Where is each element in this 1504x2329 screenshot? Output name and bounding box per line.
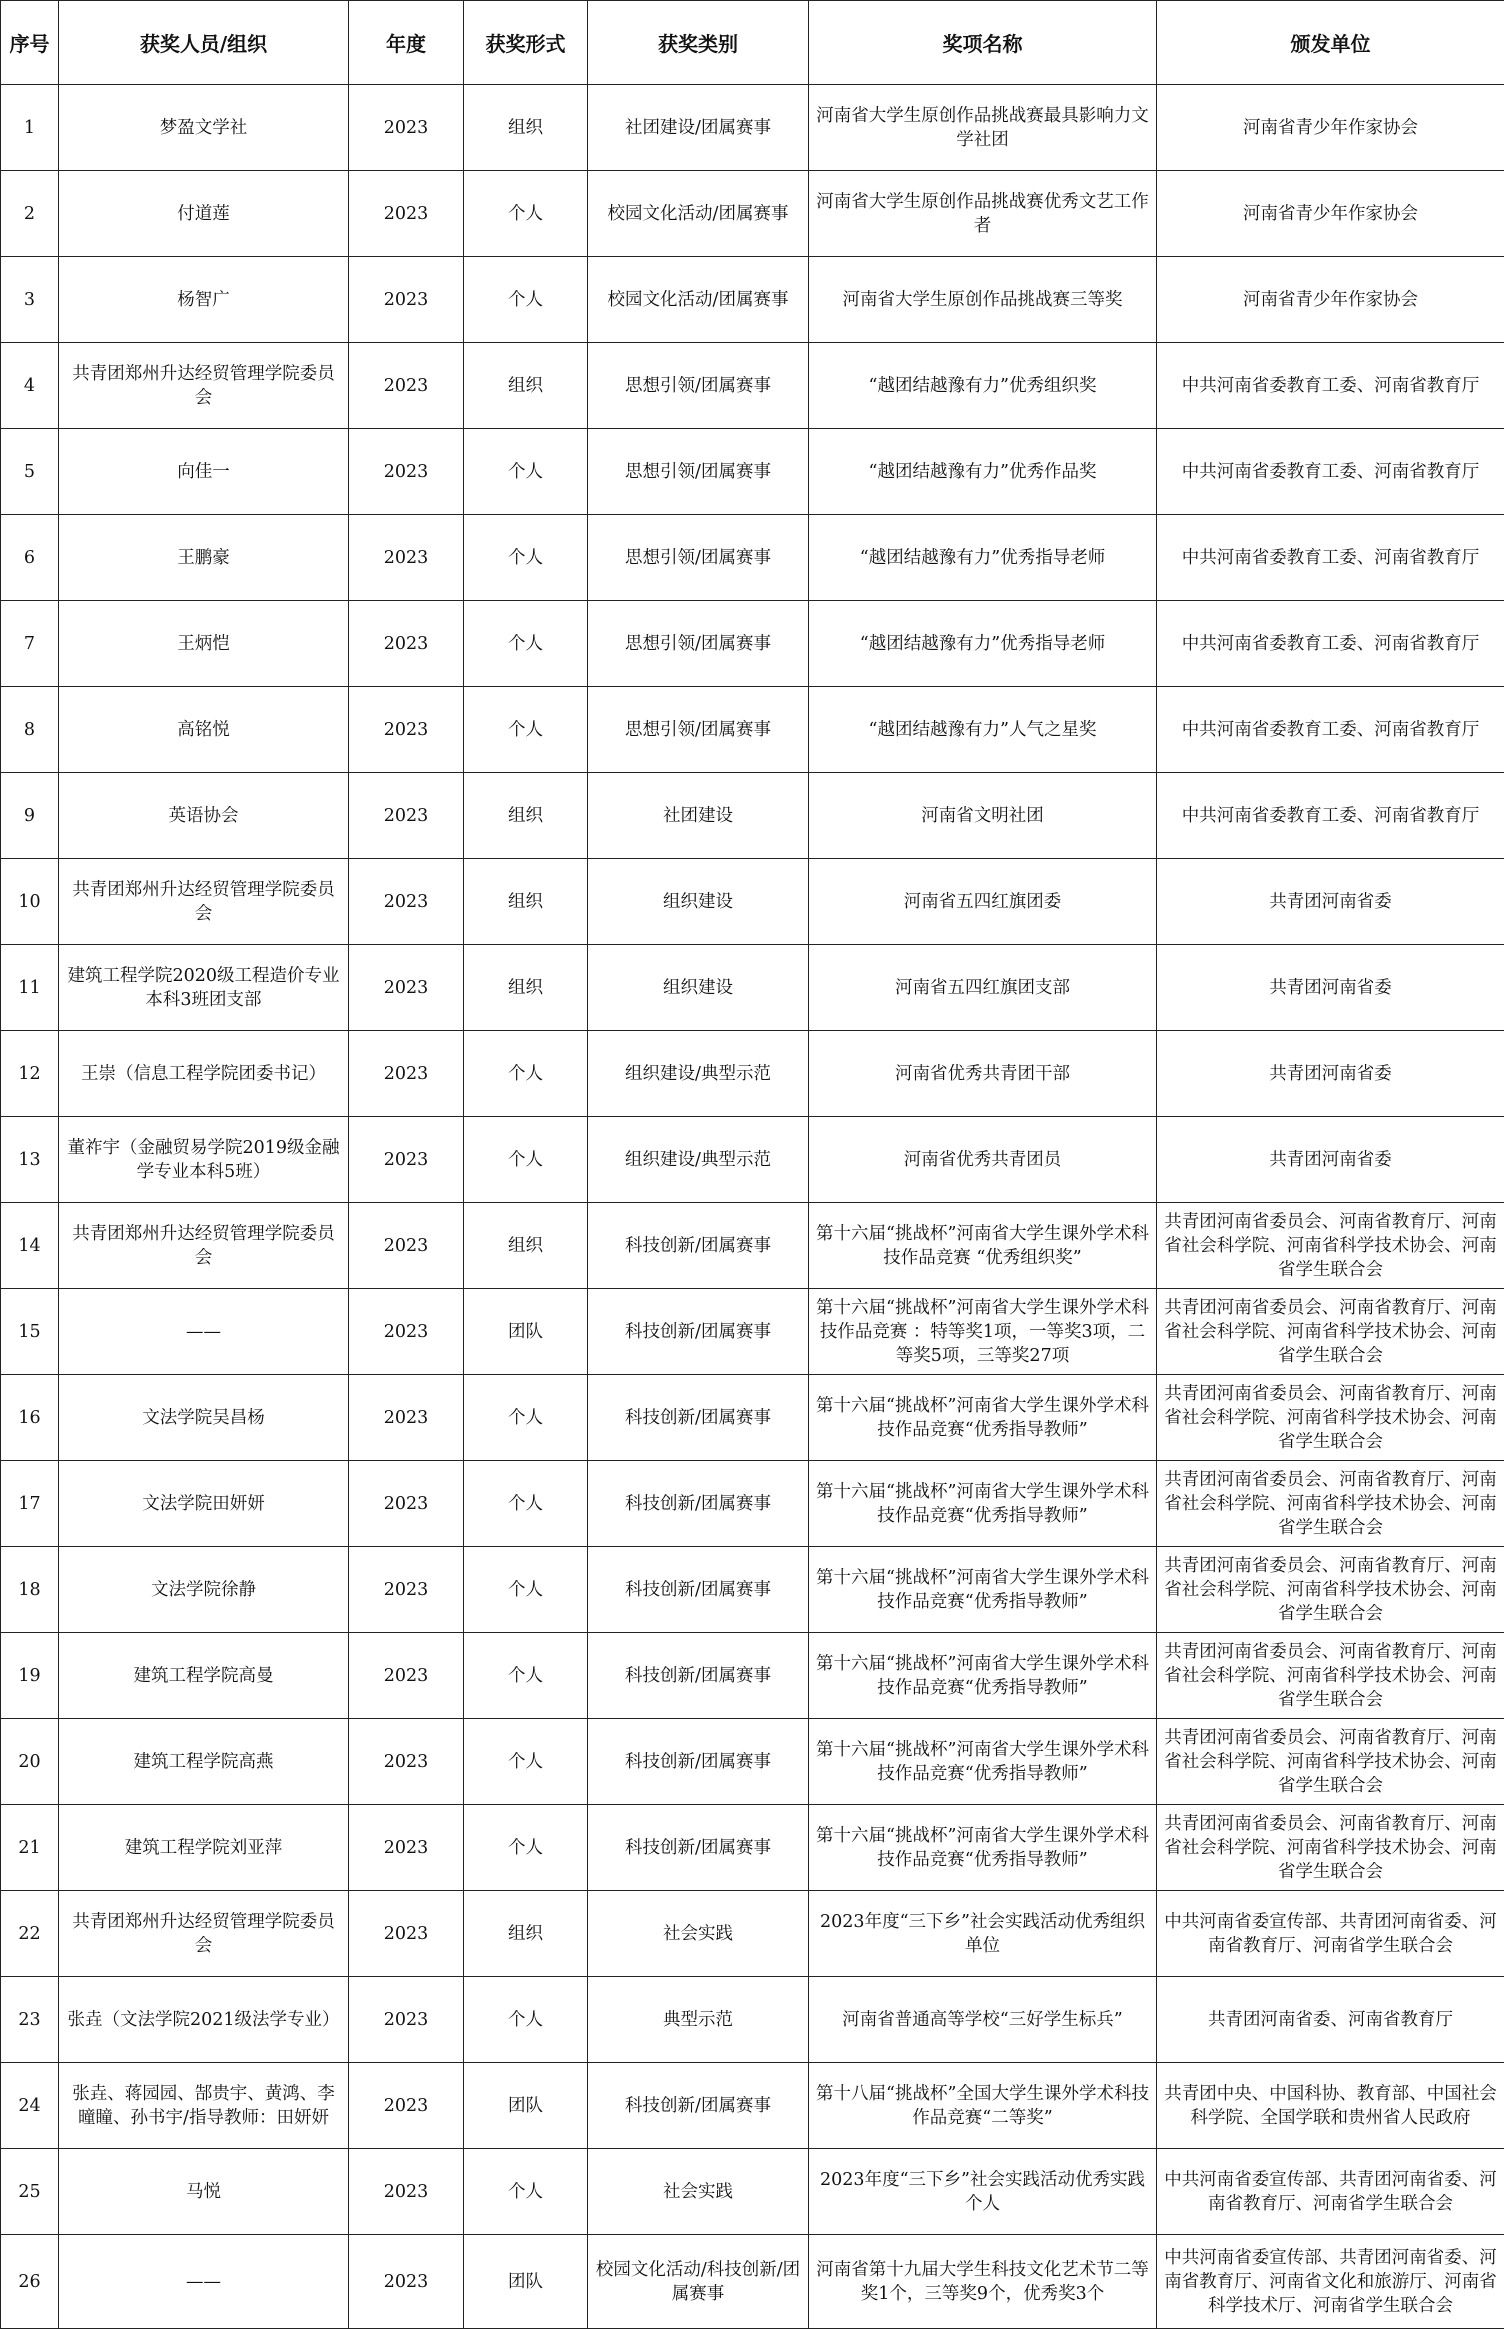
cell-year: 2023 — [349, 601, 464, 687]
cell-award-form: 团队 — [464, 2063, 588, 2149]
cell-index: 1 — [1, 85, 59, 171]
cell-award-category: 科技创新/团属赛事 — [588, 1719, 809, 1805]
cell-index: 6 — [1, 515, 59, 601]
cell-award-form: 个人 — [464, 1547, 588, 1633]
cell-award-name: 第十六届“挑战杯”河南省大学生课外学术科技作品竞赛“优秀指导教师” — [809, 1719, 1157, 1805]
cell-award-form: 个人 — [464, 601, 588, 687]
cell-awardee: 马悦 — [59, 2149, 349, 2235]
cell-award-category: 社会实践 — [588, 1891, 809, 1977]
cell-year: 2023 — [349, 343, 464, 429]
cell-award-category: 社团建设/团属赛事 — [588, 85, 809, 171]
cell-award-category: 社会实践 — [588, 2149, 809, 2235]
cell-awardee: 建筑工程学院高曼 — [59, 1633, 349, 1719]
cell-award-form: 组织 — [464, 1203, 588, 1289]
cell-awardee: 董祚宇（金融贸易学院2019级金融学专业本科5班） — [59, 1117, 349, 1203]
cell-award-category: 组织建设 — [588, 945, 809, 1031]
cell-index: 3 — [1, 257, 59, 343]
cell-award-form: 个人 — [464, 429, 588, 515]
cell-issuer: 河南省青少年作家协会 — [1157, 85, 1504, 171]
cell-award-name: 河南省五四红旗团支部 — [809, 945, 1157, 1031]
cell-awardee: 文法学院吴昌杨 — [59, 1375, 349, 1461]
cell-award-form: 个人 — [464, 1633, 588, 1719]
cell-awardee: 文法学院徐静 — [59, 1547, 349, 1633]
table-row — [1, 1203, 1504, 1289]
cell-award-category: 科技创新/团属赛事 — [588, 1203, 809, 1289]
cell-award-category: 校园文化活动/团属赛事 — [588, 257, 809, 343]
cell-issuer: 中共河南省委教育工委、河南省教育厅 — [1157, 429, 1504, 515]
cell-year: 2023 — [349, 1891, 464, 1977]
cell-award-name: 河南省第十九届大学生科技文化艺术节二等奖1个，三等奖9个，优秀奖3个 — [809, 2235, 1157, 2329]
cell-award-form: 团队 — [464, 2235, 588, 2329]
cell-index: 24 — [1, 2063, 59, 2149]
cell-year: 2023 — [349, 257, 464, 343]
cell-award-form: 组织 — [464, 1891, 588, 1977]
cell-issuer: 中共河南省委教育工委、河南省教育厅 — [1157, 687, 1504, 773]
cell-index: 17 — [1, 1461, 59, 1547]
cell-issuer: 共青团河南省委 — [1157, 945, 1504, 1031]
cell-year: 2023 — [349, 773, 464, 859]
cell-issuer: 中共河南省委教育工委、河南省教育厅 — [1157, 343, 1504, 429]
cell-award-name: 河南省大学生原创作品挑战赛最具影响力文学社团 — [809, 85, 1157, 171]
table-row — [1, 1977, 1504, 2063]
header-issuer: 颁发单位 — [1157, 1, 1504, 85]
cell-awardee: 张垚（文法学院2021级法学专业） — [59, 1977, 349, 2063]
cell-issuer: 共青团河南省委 — [1157, 1117, 1504, 1203]
cell-year: 2023 — [349, 85, 464, 171]
table-row — [1, 1547, 1504, 1633]
cell-award-category: 思想引领/团属赛事 — [588, 343, 809, 429]
cell-award-name: 河南省普通高等学校“三好学生标兵” — [809, 1977, 1157, 2063]
table-row — [1, 85, 1504, 171]
cell-award-name: 第十六届“挑战杯”河南省大学生课外学术科技作品竞赛“优秀指导教师” — [809, 1633, 1157, 1719]
table-row — [1, 1633, 1504, 1719]
cell-issuer: 共青团河南省委员会、河南省教育厅、河南省社会科学院、河南省科学技术协会、河南省学生联合会 — [1157, 1203, 1504, 1289]
cell-award-form: 个人 — [464, 1117, 588, 1203]
cell-issuer: 中共河南省委教育工委、河南省教育厅 — [1157, 515, 1504, 601]
header-row — [1, 1, 1504, 85]
table-row — [1, 945, 1504, 1031]
table-row — [1, 2235, 1504, 2329]
table-body — [1, 85, 1504, 2329]
cell-year: 2023 — [349, 2149, 464, 2235]
cell-issuer: 中共河南省委教育工委、河南省教育厅 — [1157, 601, 1504, 687]
cell-year: 2023 — [349, 1547, 464, 1633]
cell-award-category: 科技创新/团属赛事 — [588, 1547, 809, 1633]
cell-award-form: 个人 — [464, 1719, 588, 1805]
cell-award-name: 第十六届“挑战杯”河南省大学生课外学术科技作品竞赛 ：特等奖1项，一等奖3项，二等奖5项，三等奖27项 — [809, 1289, 1157, 1375]
cell-index: 12 — [1, 1031, 59, 1117]
cell-awardee: 建筑工程学院2020级工程造价专业本科3班团支部 — [59, 945, 349, 1031]
cell-awardee: 王鹏豪 — [59, 515, 349, 601]
cell-awardee: 共青团郑州升达经贸管理学院委员会 — [59, 1891, 349, 1977]
cell-award-name: 2023年度“三下乡”社会实践活动优秀实践个人 — [809, 2149, 1157, 2235]
cell-index: 7 — [1, 601, 59, 687]
header-year: 年度 — [349, 1, 464, 85]
table-row — [1, 859, 1504, 945]
cell-award-name: 河南省大学生原创作品挑战赛三等奖 — [809, 257, 1157, 343]
cell-issuer: 中共河南省委教育工委、河南省教育厅 — [1157, 773, 1504, 859]
cell-award-name: 河南省文明社团 — [809, 773, 1157, 859]
cell-index: 10 — [1, 859, 59, 945]
cell-issuer: 共青团中央、中国科协、教育部、中国社会科学院、全国学联和贵州省人民政府 — [1157, 2063, 1504, 2149]
cell-index: 5 — [1, 429, 59, 515]
cell-issuer: 共青团河南省委员会、河南省教育厅、河南省社会科学院、河南省科学技术协会、河南省学生联合会 — [1157, 1289, 1504, 1375]
cell-index: 25 — [1, 2149, 59, 2235]
cell-awardee: 共青团郑州升达经贸管理学院委员会 — [59, 343, 349, 429]
table-row — [1, 1805, 1504, 1891]
cell-award-category: 思想引领/团属赛事 — [588, 687, 809, 773]
cell-award-form: 个人 — [464, 171, 588, 257]
cell-award-name: “越团结越豫有力”优秀组织奖 — [809, 343, 1157, 429]
cell-index: 20 — [1, 1719, 59, 1805]
cell-award-name: 第十六届“挑战杯”河南省大学生课外学术科技作品竞赛“优秀指导教师” — [809, 1375, 1157, 1461]
cell-index: 15 — [1, 1289, 59, 1375]
cell-index: 13 — [1, 1117, 59, 1203]
cell-award-form: 组织 — [464, 85, 588, 171]
cell-issuer: 共青团河南省委、河南省教育厅 — [1157, 1977, 1504, 2063]
cell-year: 2023 — [349, 1805, 464, 1891]
cell-year: 2023 — [349, 1203, 464, 1289]
cell-awardee: 张垚、蒋园园、郜贵宇、黄鸿、李曈瞳、孙书宇/指导教师：田妍妍 — [59, 2063, 349, 2149]
cell-award-category: 社团建设 — [588, 773, 809, 859]
table-row — [1, 2063, 1504, 2149]
table-row — [1, 1461, 1504, 1547]
cell-year: 2023 — [349, 1375, 464, 1461]
table-row — [1, 1719, 1504, 1805]
cell-year: 2023 — [349, 1633, 464, 1719]
cell-year: 2023 — [349, 1117, 464, 1203]
cell-award-category: 科技创新/团属赛事 — [588, 1805, 809, 1891]
cell-awardee: 王崇（信息工程学院团委书记） — [59, 1031, 349, 1117]
cell-award-form: 个人 — [464, 515, 588, 601]
cell-issuer: 共青团河南省委员会、河南省教育厅、河南省社会科学院、河南省科学技术协会、河南省学生联合会 — [1157, 1375, 1504, 1461]
cell-awardee: 英语协会 — [59, 773, 349, 859]
cell-awardee: 向佳一 — [59, 429, 349, 515]
cell-award-name: “越团结越豫有力”优秀指导老师 — [809, 601, 1157, 687]
header-awardee: 获奖人员/组织 — [59, 1, 349, 85]
table-row — [1, 257, 1504, 343]
cell-award-category: 科技创新/团属赛事 — [588, 1633, 809, 1719]
cell-award-name: “越团结越豫有力”优秀作品奖 — [809, 429, 1157, 515]
cell-year: 2023 — [349, 2235, 464, 2329]
cell-year: 2023 — [349, 1289, 464, 1375]
cell-issuer: 河南省青少年作家协会 — [1157, 257, 1504, 343]
cell-year: 2023 — [349, 429, 464, 515]
table-row — [1, 343, 1504, 429]
cell-index: 22 — [1, 1891, 59, 1977]
cell-index: 26 — [1, 2235, 59, 2329]
cell-issuer: 共青团河南省委 — [1157, 859, 1504, 945]
cell-award-name: 河南省优秀共青团干部 — [809, 1031, 1157, 1117]
cell-awardee: 王炳恺 — [59, 601, 349, 687]
table-row — [1, 601, 1504, 687]
cell-issuer: 共青团河南省委员会、河南省教育厅、河南省社会科学院、河南省科学技术协会、河南省学生联合会 — [1157, 1547, 1504, 1633]
cell-award-form: 个人 — [464, 687, 588, 773]
cell-award-name: 第十六届“挑战杯”河南省大学生课外学术科技作品竞赛“优秀指导教师” — [809, 1547, 1157, 1633]
cell-award-form: 个人 — [464, 1031, 588, 1117]
cell-award-form: 个人 — [464, 257, 588, 343]
cell-award-form: 团队 — [464, 1289, 588, 1375]
cell-issuer: 共青团河南省委员会、河南省教育厅、河南省社会科学院、河南省科学技术协会、河南省学生联合会 — [1157, 1633, 1504, 1719]
cell-index: 9 — [1, 773, 59, 859]
table-row — [1, 2149, 1504, 2235]
cell-award-form: 个人 — [464, 2149, 588, 2235]
cell-award-name: 第十六届“挑战杯”河南省大学生课外学术科技作品竞赛“优秀指导教师” — [809, 1461, 1157, 1547]
cell-award-category: 思想引领/团属赛事 — [588, 429, 809, 515]
cell-award-category: 思想引领/团属赛事 — [588, 515, 809, 601]
cell-award-name: “越团结越豫有力”优秀指导老师 — [809, 515, 1157, 601]
cell-year: 2023 — [349, 515, 464, 601]
table-row — [1, 687, 1504, 773]
cell-award-category: 校园文化活动/团属赛事 — [588, 171, 809, 257]
cell-year: 2023 — [349, 1031, 464, 1117]
cell-index: 8 — [1, 687, 59, 773]
cell-award-category: 科技创新/团属赛事 — [588, 1461, 809, 1547]
cell-award-category: 科技创新/团属赛事 — [588, 2063, 809, 2149]
cell-awardee: 文法学院田妍妍 — [59, 1461, 349, 1547]
header-index: 序号 — [1, 1, 59, 85]
table-row — [1, 1117, 1504, 1203]
cell-awardee: 高铭悦 — [59, 687, 349, 773]
cell-award-name: 河南省大学生原创作品挑战赛优秀文艺工作者 — [809, 171, 1157, 257]
cell-award-form: 个人 — [464, 1375, 588, 1461]
cell-issuer: 中共河南省委宣传部、共青团河南省委、河南省教育厅、河南省文化和旅游厅、河南省科学技术厅、河南省学生联合会 — [1157, 2235, 1504, 2329]
table-row — [1, 1031, 1504, 1117]
cell-awardee: 建筑工程学院高燕 — [59, 1719, 349, 1805]
cell-award-form: 组织 — [464, 773, 588, 859]
cell-index: 21 — [1, 1805, 59, 1891]
cell-index: 19 — [1, 1633, 59, 1719]
table-row — [1, 171, 1504, 257]
cell-awardee: 共青团郑州升达经贸管理学院委员会 — [59, 859, 349, 945]
table-row — [1, 429, 1504, 515]
table-row — [1, 1375, 1504, 1461]
cell-award-form: 组织 — [464, 343, 588, 429]
cell-award-name: 第十八届“挑战杯”全国大学生课外学术科技作品竞赛“二等奖” — [809, 2063, 1157, 2149]
cell-index: 4 — [1, 343, 59, 429]
cell-year: 2023 — [349, 2063, 464, 2149]
cell-issuer: 共青团河南省委员会、河南省教育厅、河南省社会科学院、河南省科学技术协会、河南省学生联合会 — [1157, 1805, 1504, 1891]
cell-award-category: 科技创新/团属赛事 — [588, 1289, 809, 1375]
cell-award-name: 河南省五四红旗团委 — [809, 859, 1157, 945]
cell-award-form: 组织 — [464, 859, 588, 945]
cell-award-name: 第十六届“挑战杯”河南省大学生课外学术科技作品竞赛“优秀指导教师” — [809, 1805, 1157, 1891]
cell-index: 2 — [1, 171, 59, 257]
cell-year: 2023 — [349, 859, 464, 945]
cell-award-name: “越团结越豫有力”人气之星奖 — [809, 687, 1157, 773]
header-award-form: 获奖形式 — [464, 1, 588, 85]
cell-index: 16 — [1, 1375, 59, 1461]
cell-award-name: 河南省优秀共青团员 — [809, 1117, 1157, 1203]
cell-awardee: 共青团郑州升达经贸管理学院委员会 — [59, 1203, 349, 1289]
cell-issuer: 河南省青少年作家协会 — [1157, 171, 1504, 257]
cell-year: 2023 — [349, 171, 464, 257]
cell-awardee: —— — [59, 1289, 349, 1375]
cell-issuer: 共青团河南省委员会、河南省教育厅、河南省社会科学院、河南省科学技术协会、河南省学生联合会 — [1157, 1461, 1504, 1547]
cell-issuer: 共青团河南省委员会、河南省教育厅、河南省社会科学院、河南省科学技术协会、河南省学生联合会 — [1157, 1719, 1504, 1805]
cell-year: 2023 — [349, 687, 464, 773]
cell-index: 18 — [1, 1547, 59, 1633]
cell-award-category: 组织建设 — [588, 859, 809, 945]
cell-award-name: 第十六届“挑战杯”河南省大学生课外学术科技作品竞赛 “优秀组织奖” — [809, 1203, 1157, 1289]
cell-award-name: 2023年度“三下乡”社会实践活动优秀组织单位 — [809, 1891, 1157, 1977]
cell-awardee: 建筑工程学院刘亚萍 — [59, 1805, 349, 1891]
cell-awardee: —— — [59, 2235, 349, 2329]
table-row — [1, 1289, 1504, 1375]
cell-award-category: 科技创新/团属赛事 — [588, 1375, 809, 1461]
cell-award-form: 组织 — [464, 945, 588, 1031]
cell-year: 2023 — [349, 1719, 464, 1805]
table-row — [1, 1891, 1504, 1977]
cell-award-category: 思想引领/团属赛事 — [588, 601, 809, 687]
cell-awardee: 梦盈文学社 — [59, 85, 349, 171]
cell-index: 11 — [1, 945, 59, 1031]
cell-award-category: 典型示范 — [588, 1977, 809, 2063]
table-row — [1, 773, 1504, 859]
cell-issuer: 中共河南省委宣传部、共青团河南省委、河南省教育厅、河南省学生联合会 — [1157, 1891, 1504, 1977]
cell-awardee: 付道莲 — [59, 171, 349, 257]
cell-award-form: 个人 — [464, 1461, 588, 1547]
cell-award-category: 组织建设/典型示范 — [588, 1031, 809, 1117]
cell-issuer: 中共河南省委宣传部、共青团河南省委、河南省教育厅、河南省学生联合会 — [1157, 2149, 1504, 2235]
cell-awardee: 杨智广 — [59, 257, 349, 343]
cell-award-category: 校园文化活动/科技创新/团属赛事 — [588, 2235, 809, 2329]
table-row — [1, 515, 1504, 601]
cell-year: 2023 — [349, 1977, 464, 2063]
cell-award-form: 个人 — [464, 1977, 588, 2063]
header-award-category: 获奖类别 — [588, 1, 809, 85]
cell-year: 2023 — [349, 1461, 464, 1547]
cell-index: 23 — [1, 1977, 59, 2063]
cell-index: 14 — [1, 1203, 59, 1289]
cell-award-category: 组织建设/典型示范 — [588, 1117, 809, 1203]
cell-award-form: 个人 — [464, 1805, 588, 1891]
cell-issuer: 共青团河南省委 — [1157, 1031, 1504, 1117]
header-award-name: 奖项名称 — [809, 1, 1157, 85]
cell-year: 2023 — [349, 945, 464, 1031]
